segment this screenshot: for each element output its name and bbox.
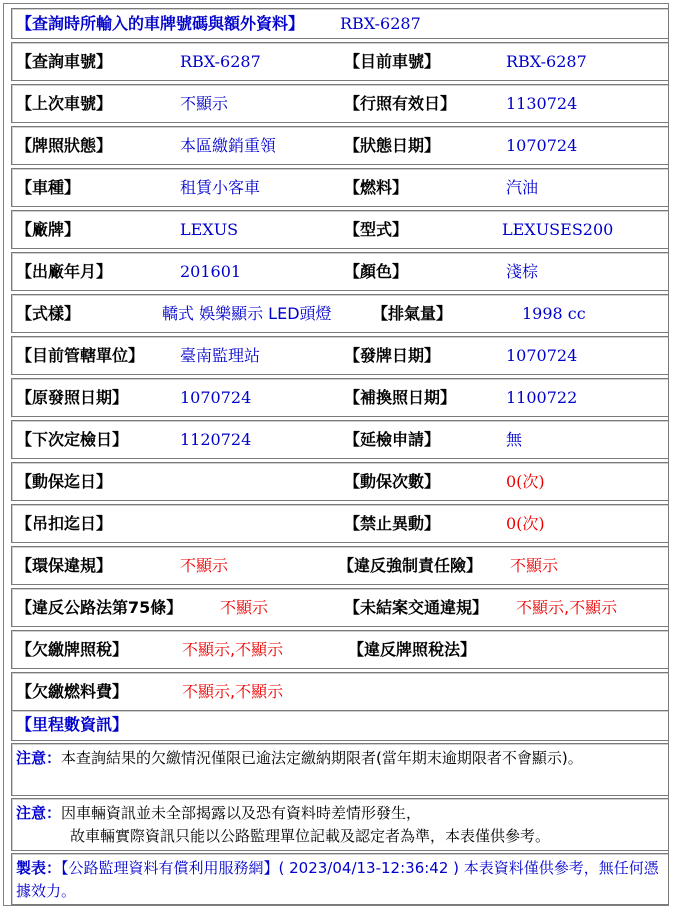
field-label: 【狀態日期】	[344, 136, 441, 155]
note-2-line1: 因車輛資訊並未全部揭露以及恐有資料時差情形發生，	[61, 804, 422, 822]
field-label: 【欠繳牌照稅】	[16, 640, 129, 659]
field-label: 【吊扣迄日】	[16, 514, 113, 533]
info-row	[11, 672, 669, 711]
field-label: 【顏色】	[344, 262, 409, 281]
info-row	[11, 378, 669, 417]
field-label: 【目前管轄單位】	[16, 346, 145, 365]
field-label: 【違反強制責任險】	[338, 556, 483, 575]
field-label: 【車種】	[16, 178, 81, 197]
field-value: 汽油	[506, 178, 539, 197]
info-row	[11, 462, 669, 501]
info-row	[11, 504, 669, 543]
field-label: 【查詢車號】	[16, 52, 113, 71]
field-value: 臺南監理站	[180, 346, 261, 365]
field-value: 不顯示	[510, 556, 559, 575]
note-1	[11, 743, 669, 796]
note-1-body: 本查詢結果的欠繳情況僅限已逾法定繳納期限者(當年期末逾期限者不會顯示)。	[61, 749, 583, 767]
query-header-row	[11, 8, 669, 39]
field-value: 0(次)	[506, 514, 545, 533]
report-table	[3, 3, 669, 906]
field-value: 不顯示	[180, 556, 229, 575]
info-row	[11, 294, 669, 333]
field-label: 【出廠年月】	[16, 262, 113, 281]
field-value: 本區繳銷重領	[180, 136, 277, 155]
info-row	[11, 168, 669, 207]
field-value: 1998 cc	[522, 304, 586, 323]
note-2-label: 注意：	[16, 804, 62, 822]
info-row	[11, 420, 669, 459]
field-label: 【違反牌照稅法】	[348, 640, 477, 659]
field-label: 【型式】	[344, 220, 409, 239]
field-value: 淺棕	[506, 262, 539, 281]
note-1-label: 注意：	[16, 749, 62, 767]
field-label: 【燃料】	[344, 178, 409, 197]
field-label: 【違反公路法第75條】	[16, 598, 183, 617]
field-value: 轎式 娛樂顯示 LED頭燈	[162, 304, 332, 323]
info-row	[11, 42, 669, 81]
field-label: 【禁止異動】	[344, 514, 441, 533]
field-value: 無	[506, 430, 523, 449]
field-value: 1070724	[506, 346, 578, 365]
field-label: 【式樣】	[16, 304, 81, 323]
field-label: 【下次定檢日】	[16, 430, 129, 449]
field-value: 不顯示,不顯示	[182, 682, 284, 701]
info-row	[11, 588, 669, 627]
field-value: RBX-6287	[506, 52, 587, 71]
field-label: 【補換照日期】	[344, 388, 457, 407]
field-label: 【未結案交通違規】	[344, 598, 489, 617]
note-2-line2: 故車輛實際資訊只能以公路監理單位記載及認定者為準，本表僅供參考。	[70, 827, 551, 845]
field-label: 【排氣量】	[372, 304, 453, 323]
field-value: 201601	[180, 262, 242, 281]
field-value: 不顯示	[220, 598, 269, 617]
field-value: LEXUSES200	[502, 220, 614, 239]
note-2-text	[16, 802, 664, 848]
field-value: 1100722	[506, 388, 578, 407]
footer-note	[11, 853, 669, 905]
field-value: 1070724	[506, 136, 578, 155]
field-label: 【原發照日期】	[16, 388, 129, 407]
field-value: 1120724	[180, 430, 252, 449]
footer-label: 製表：	[16, 859, 62, 877]
field-label: 【上次車號】	[16, 94, 113, 113]
field-label: 【廠牌】	[16, 220, 81, 239]
mileage-title: 【里程數資訊】	[16, 715, 129, 734]
field-label: 【發牌日期】	[344, 346, 441, 365]
field-label: 【環保違規】	[16, 556, 113, 575]
field-label: 【行照有效日】	[344, 94, 457, 113]
field-value: RBX-6287	[180, 52, 261, 71]
field-label: 【牌照狀態】	[16, 136, 113, 155]
field-value: 不顯示,不顯示	[516, 598, 618, 617]
note-2	[11, 798, 669, 851]
field-value: 不顯示,不顯示	[182, 640, 284, 659]
field-value: 0(次)	[506, 472, 545, 491]
field-label: 【動保迄日】	[16, 472, 113, 491]
field-value: LEXUS	[180, 220, 239, 239]
info-row	[11, 546, 669, 585]
field-value: 租賃小客車	[180, 178, 261, 197]
info-row	[11, 336, 669, 375]
info-row	[11, 630, 669, 669]
footer-body: 【公路監理資料有償利用服務網】( 2023/04/13-12:36:42 ) 本表資料僅供參考，無任何憑據效力。	[16, 859, 659, 900]
info-row	[11, 126, 669, 165]
field-label: 【延檢申請】	[344, 430, 441, 449]
field-value: 1130724	[506, 94, 578, 113]
note-1-text	[16, 747, 664, 770]
query-header-plate: RBX-6287	[340, 14, 421, 33]
field-value: 不顯示	[180, 94, 229, 113]
field-value: 1070724	[180, 388, 252, 407]
query-header-title: 【查詢時所輸入的車牌號碼與額外資料】	[16, 14, 305, 33]
field-label: 【動保次數】	[344, 472, 441, 491]
info-row	[11, 84, 669, 123]
info-row	[11, 252, 669, 291]
footer-text	[16, 857, 664, 903]
info-row	[11, 210, 669, 249]
mileage-row	[11, 710, 669, 741]
field-label: 【目前車號】	[344, 52, 441, 71]
field-label: 【欠繳燃料費】	[16, 682, 129, 701]
